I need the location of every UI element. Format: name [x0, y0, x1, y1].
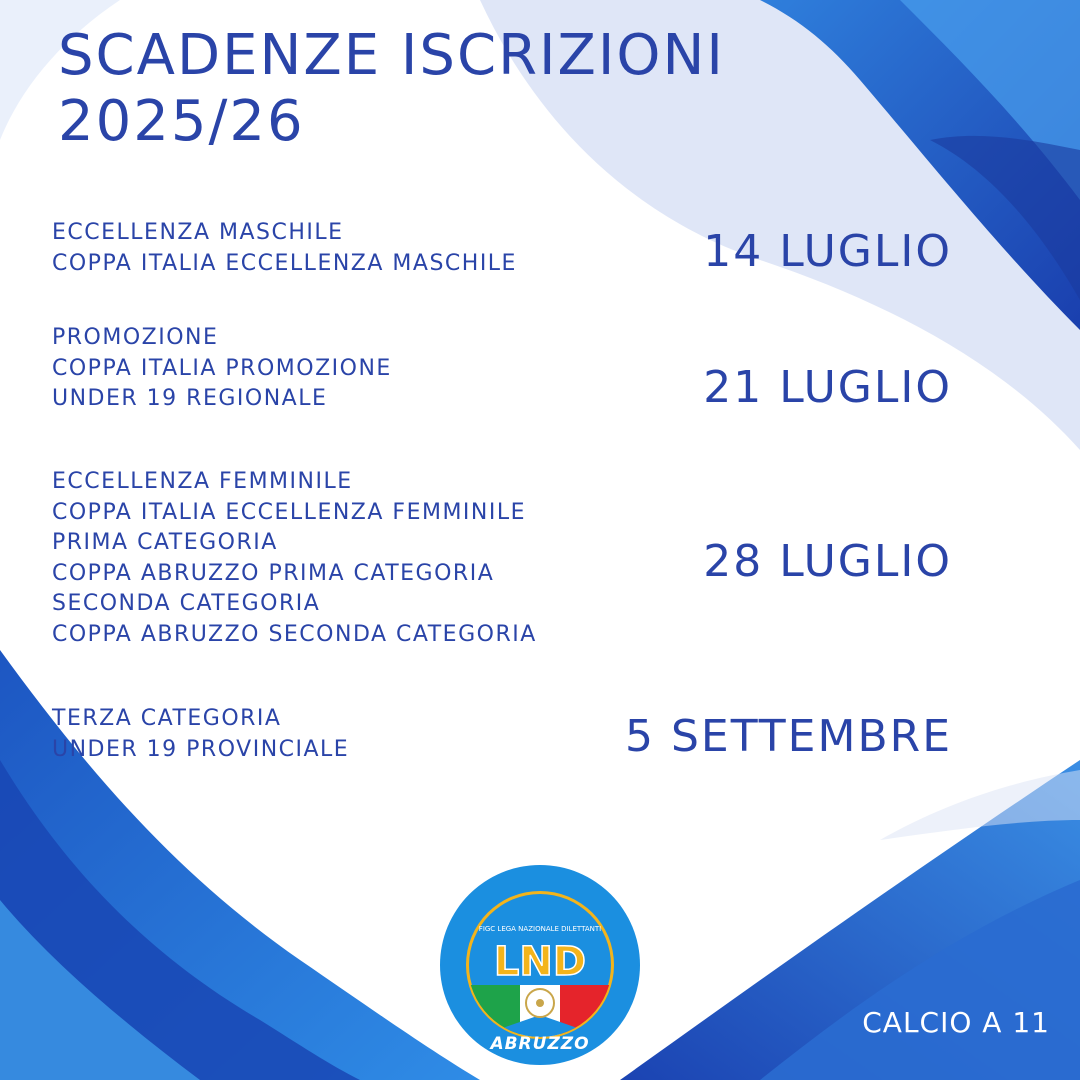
competition-item: COPPA ITALIA ECCELLENZA MASCHILE — [52, 250, 517, 276]
competition-item: COPPA ABRUZZO SECONDA CATEGORIA — [52, 621, 537, 647]
deadline-date-2: 21 LUGLIO — [703, 362, 952, 413]
competition-item: PRIMA CATEGORIA — [52, 530, 278, 555]
logo-region: ABRUZZO — [490, 1034, 590, 1054]
logo-acronym: LND — [493, 939, 587, 985]
competition-item: COPPA ITALIA PROMOZIONE — [52, 355, 392, 381]
lnd-abruzzo-logo — [440, 865, 640, 1065]
page-title — [58, 23, 725, 88]
deadline-date-4: 5 SETTEMBRE — [624, 711, 952, 762]
page-subtitle — [58, 89, 305, 154]
competition-item: SECONDA CATEGORIA — [52, 591, 321, 616]
competition-item: PROMOZIONE — [52, 325, 219, 350]
competition-item: UNDER 19 REGIONALE — [52, 386, 328, 411]
competition-group-3 — [52, 467, 537, 650]
footer-label: CALCIO A 11 — [862, 1006, 1050, 1039]
competition-item: ECCELLENZA FEMMINILE — [52, 469, 353, 494]
competition-item: COPPA ABRUZZO PRIMA CATEGORIA — [52, 560, 495, 586]
competition-item: ECCELLENZA MASCHILE — [52, 220, 344, 245]
title-line-2: 2025/26 — [58, 89, 305, 154]
logo-top-text: FIGC LEGA NAZIONALE DILETTANTI — [478, 925, 602, 933]
competition-group-4 — [52, 704, 349, 765]
deadline-date-1: 14 LUGLIO — [703, 226, 952, 277]
competition-item: UNDER 19 PROVINCIALE — [52, 736, 350, 762]
competition-item: COPPA ITALIA ECCELLENZA FEMMINILE — [52, 499, 527, 525]
competition-group-1 — [52, 218, 517, 279]
competition-group-2 — [52, 323, 392, 415]
title-line-1: SCADENZE ISCRIZIONI — [58, 23, 725, 88]
deadline-date-3: 28 LUGLIO — [703, 536, 952, 587]
competition-item: TERZA CATEGORIA — [52, 706, 282, 731]
